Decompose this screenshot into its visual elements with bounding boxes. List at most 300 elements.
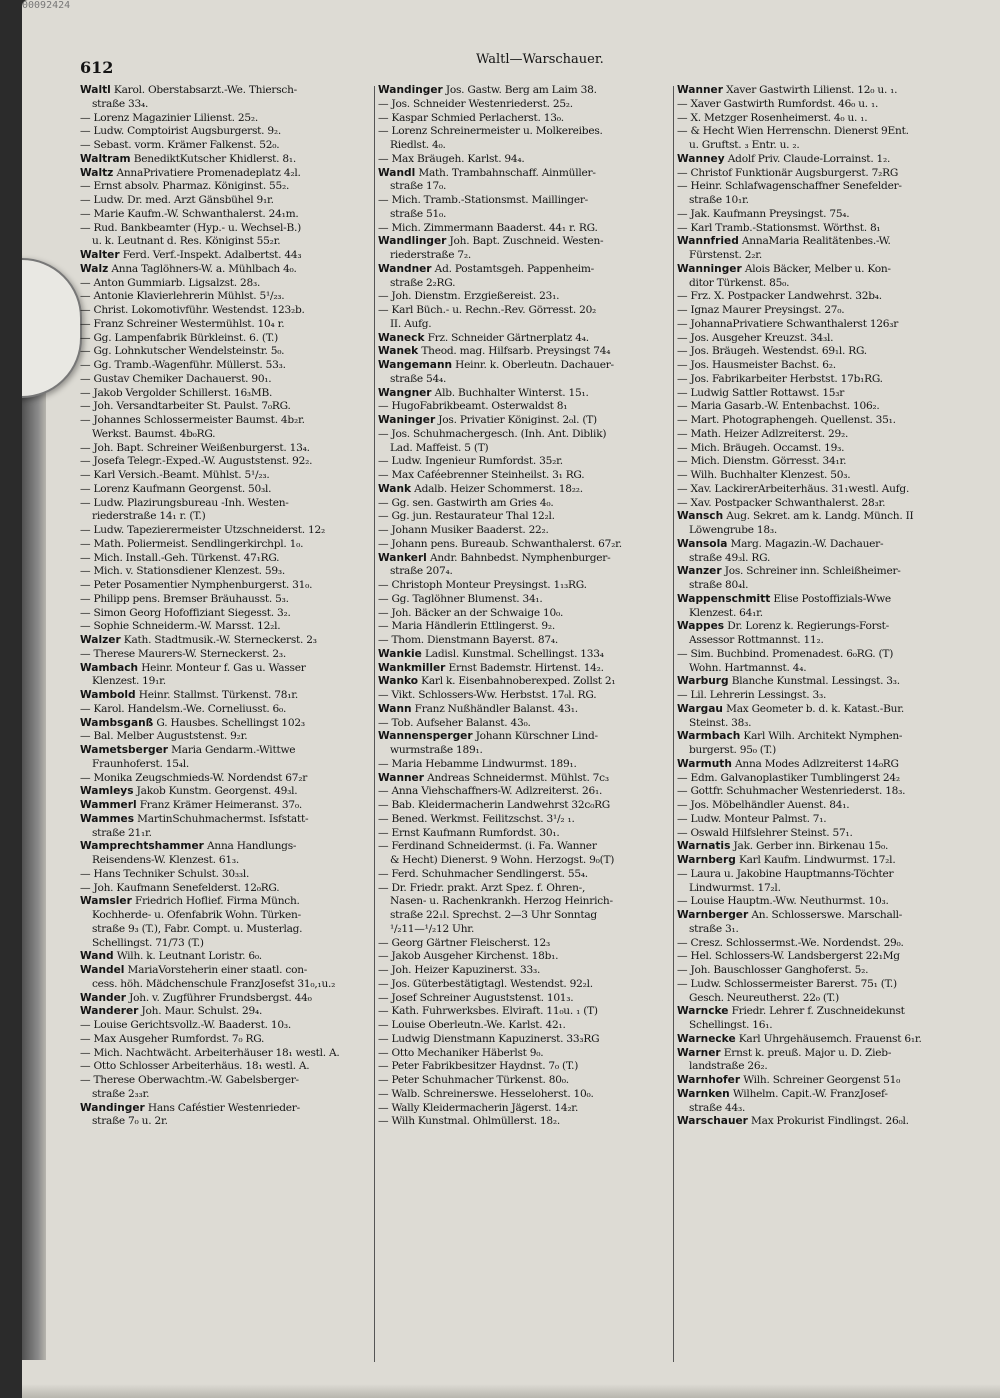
directory-entry	[677, 1074, 969, 1088]
directory-entry	[677, 758, 969, 772]
directory-subentry	[80, 868, 372, 882]
directory-subentry	[677, 373, 969, 387]
entry-text: Karl Uhrgehäusemch. Frauenst 6₁r.	[738, 1032, 922, 1045]
entry-text: — Ludw. Tapezierermeister Utzschneiderst. 12₂	[80, 524, 325, 536]
entry-continuation	[677, 882, 969, 896]
directory-subentry	[677, 799, 969, 813]
entry-text: — Marie Kaufm.-W. Schwanthalerst. 24₁m.	[80, 207, 299, 220]
entry-text: Wohn. Hartmannst. 4₄.	[689, 661, 807, 674]
entry-text: — Johannes Schlossermeister Baumst. 4b₂r.	[80, 414, 305, 426]
entry-text: Ernst Bademstr. Hirtenst. 14₂.	[448, 661, 604, 674]
directory-subentry	[677, 455, 969, 469]
entry-continuation	[378, 249, 670, 263]
entry-text: — Math. Heizer Adlzreiterst. 29₂.	[677, 427, 849, 440]
entry-text: Jos. Gastw. Berg am Laim 38.	[445, 84, 597, 96]
surname-heading: Wanzer	[677, 565, 722, 578]
column-rule	[673, 86, 674, 1362]
directory-subentry	[80, 1047, 372, 1061]
entry-text: — Max Ausgeher Rumfordst. 7₀ RG.	[80, 1032, 265, 1045]
surname-heading: Wandner	[378, 262, 432, 275]
entry-text: — Jos. Güterbestätigtagl. Westendst. 92₂l.	[378, 977, 593, 990]
directory-entry	[677, 703, 969, 717]
directory-subentry	[378, 455, 670, 469]
directory-entry	[677, 854, 969, 868]
entry-text: Hans Caféstier Westenrieder-	[147, 1101, 300, 1114]
entry-text: — Christ. Lokomotivführ. Westendst. 123₂b.	[80, 304, 305, 316]
directory-subentry	[80, 277, 372, 291]
directory-subentry	[677, 180, 969, 194]
entry-text: — Jos. Schuhmachergesch. (Inh. Ant. Diblik)	[378, 427, 607, 440]
entry-text: — JohannaPrivatiere Schwanthalerst 126₃r	[677, 317, 899, 330]
entry-text: straße 9₃ (T.), Fabr. Compt. u. Musterlag.	[92, 922, 303, 935]
directory-entry	[378, 730, 670, 744]
entry-text: Karl Wilh. Architekt Nymphen-	[743, 730, 903, 743]
entry-text: — Louise Oberleutn.-We. Karlst. 42₁.	[378, 1019, 566, 1031]
entry-text: — Gg. Taglöhner Blumenst. 34₁.	[378, 592, 543, 605]
entry-text: straße 3₁.	[689, 922, 739, 935]
entry-continuation	[80, 909, 372, 923]
entry-continuation	[378, 180, 670, 194]
directory-entry	[677, 675, 969, 689]
directory-entry	[378, 414, 670, 428]
surname-heading: Wander	[80, 991, 126, 1004]
entry-text: — Ferd. Schuhmacher Sendlingerst. 55₄.	[378, 867, 588, 880]
entry-continuation	[677, 249, 969, 263]
directory-subentry	[677, 167, 969, 181]
entry-text: — Bab. Kleidermacherin Landwehrst 32c₀RG	[378, 799, 611, 811]
directory-entry	[378, 332, 670, 346]
directory-subentry	[677, 483, 969, 497]
column-rule	[374, 86, 375, 1362]
entry-text: — Georg Gärtner Fleischerst. 12₃	[378, 936, 550, 949]
entry-text: Schellingst. 16₁.	[689, 1019, 773, 1031]
directory-subentry	[80, 332, 372, 346]
directory-subentry	[677, 895, 969, 909]
entry-text: landstraße 26₂.	[689, 1060, 768, 1073]
directory-subentry	[378, 1033, 670, 1047]
entry-text: straße 21₁r.	[92, 826, 152, 839]
entry-continuation	[80, 978, 372, 992]
directory-entry	[80, 1005, 372, 1019]
directory-column-1	[80, 84, 372, 1384]
entry-text: — Wally Kleidermacherin Jägerst. 14₂r.	[378, 1101, 579, 1114]
entry-text: — Gg. sen. Gastwirth am Gries 4₀.	[378, 496, 554, 509]
directory-subentry	[378, 1060, 670, 1074]
surname-heading: Warncke	[677, 1005, 729, 1018]
directory-subentry	[677, 978, 969, 992]
directory-subentry	[80, 524, 372, 538]
directory-subentry	[677, 813, 969, 827]
directory-subentry	[378, 1019, 670, 1033]
entry-text: — Josef Schreiner Auguststenst. 101₃.	[378, 991, 574, 1004]
directory-subentry	[80, 620, 372, 634]
entry-text: — Edm. Galvanoplastiker Tumblingerst 24₂	[677, 771, 900, 784]
directory-entry	[80, 84, 372, 98]
directory-subentry	[677, 868, 969, 882]
directory-entry	[677, 538, 969, 552]
directory-entry	[378, 235, 670, 249]
entry-text: — Wilh. Buchhalter Klenzest. 50₃.	[677, 469, 851, 481]
entry-text: Kochherde- u. Ofenfabrik Wohn. Türken-	[92, 909, 301, 921]
entry-text: Marg. Magazin.-W. Dachauer-	[730, 537, 884, 550]
surname-heading: Wansola	[677, 537, 728, 550]
entry-text: AnnaMaria Realitätenbes.-W.	[741, 235, 891, 248]
entry-text: — Therese Maurers-W. Sterneckerst. 2₃.	[80, 647, 287, 660]
entry-text: Ladisl. Kunstmal. Schellingst. 133₄	[424, 647, 604, 660]
surname-heading: Wanninger	[677, 262, 742, 275]
directory-entry	[378, 483, 670, 497]
entry-continuation	[677, 923, 969, 937]
entry-text: — Joh. Bapt. Schreiner Weißenburgerst. 13₄.	[80, 441, 310, 454]
entry-continuation	[677, 1060, 969, 1074]
entry-continuation	[80, 923, 372, 937]
entry-text: — Math. Poliermeist. Sendlingerkirchpl. 1₀.	[80, 537, 304, 550]
entry-text: Ferd. Verf.-Inspekt. Adalbertst. 44₃	[122, 249, 302, 261]
surname-heading: Wangner	[378, 386, 432, 399]
directory-subentry	[378, 813, 670, 827]
surname-heading: Wammes	[80, 812, 135, 825]
directory-subentry	[80, 730, 372, 744]
entry-continuation	[677, 607, 969, 621]
entry-continuation	[378, 923, 670, 937]
surname-heading: Wamprechtshammer	[80, 840, 204, 853]
directory-subentry	[378, 290, 670, 304]
entry-continuation	[80, 675, 372, 689]
entry-text: — Joh. Kaufmann Senefelderst. 12₀RG.	[80, 881, 280, 894]
directory-entry	[80, 992, 372, 1006]
entry-continuation	[80, 1088, 372, 1102]
directory-subentry	[80, 469, 372, 483]
entry-text: — Kaspar Schmied Perlacherst. 13₀.	[378, 111, 564, 124]
surname-heading: Wandlinger	[378, 235, 447, 248]
directory-subentry	[378, 964, 670, 978]
entry-continuation	[677, 992, 969, 1006]
entry-continuation	[80, 827, 372, 841]
entry-text: straße 80₄l.	[689, 579, 749, 591]
directory-subentry	[677, 950, 969, 964]
entry-text: Jak. Gerber inn. Birkenau 15₀.	[733, 840, 889, 853]
running-head: Waltl—Warschauer.	[476, 52, 604, 67]
entry-text: — Antonie Klavierlehrerin Mühlst. 5¹/₂₃.	[80, 290, 285, 303]
surname-heading: Wansch	[677, 510, 724, 523]
entry-text: — Christoph Monteur Preysingst. 1₁₃RG.	[378, 579, 587, 591]
entry-text: — Lil. Lehrerin Lessingst. 3₃.	[677, 689, 827, 701]
directory-subentry	[80, 1060, 372, 1074]
directory-subentry	[378, 593, 670, 607]
entry-text: straße 207₄.	[390, 565, 453, 578]
entry-text: — Peter Schuhmacher Türkenst. 80₀.	[378, 1074, 569, 1086]
entry-text: G. Hausbes. Schellingst 102₃	[156, 716, 305, 729]
entry-text: Fraunhoferst. 15₄l.	[92, 757, 189, 770]
directory-entry	[378, 552, 670, 566]
entry-text: Math. Trambahnschaff. Ainmüller-	[418, 166, 596, 179]
entry-text: ditor Türkenst. 85₀.	[689, 276, 790, 289]
entry-text: — Ludw. Dr. med. Arzt Gänsbühel 9₁r.	[80, 194, 274, 206]
directory-subentry	[80, 222, 372, 236]
entry-text: riederstraße 7₂.	[390, 249, 471, 261]
entry-text: — Otto Mechaniker Häberlst 9₀.	[378, 1046, 544, 1059]
directory-subentry	[80, 455, 372, 469]
entry-text: Joh. v. Zugführer Frundsbergst. 44₀	[129, 991, 312, 1004]
entry-text: — Mich. Zimmermann Baaderst. 44₁ r. RG.	[378, 221, 598, 234]
entry-text: — Ludwig Dienstmann Kapuzinerst. 33₃RG	[378, 1032, 600, 1045]
entry-text: u. Gruftst. ₃ Entr. u. ₂.	[689, 139, 800, 151]
entry-text: Friedr. Lehrer f. Zuschneidekunst	[731, 1005, 905, 1018]
entry-text: Anna Handlungs-	[206, 840, 297, 853]
directory-subentry	[80, 648, 372, 662]
directory-subentry	[677, 290, 969, 304]
entry-text: — Gg. Tramb.-Wagenführ. Müllerst. 53₃.	[80, 359, 286, 371]
entry-text: — Joh. Heizer Kapuzinerst. 33₃.	[378, 964, 541, 976]
directory-entry	[80, 662, 372, 676]
entry-text: & Hecht) Dienerst. 9 Wohn. Herzogst. 9₀(T)	[390, 854, 615, 866]
surname-heading: Wandinger	[80, 1101, 145, 1114]
entry-continuation	[80, 98, 372, 112]
entry-text: straße 2₃₃r.	[92, 1087, 150, 1100]
surname-heading: Waltram	[80, 152, 131, 165]
surname-heading: Waltz	[80, 166, 114, 179]
entry-continuation	[677, 1102, 969, 1116]
surname-heading: Wandl	[378, 166, 416, 179]
entry-text: — Mich. Bräugeh. Occamst. 19₃.	[677, 441, 845, 454]
directory-subentry	[677, 772, 969, 786]
directory-column-3	[677, 84, 969, 1384]
directory-subentry	[80, 1074, 372, 1088]
entry-continuation	[378, 318, 670, 332]
surname-heading: Wann	[378, 702, 412, 715]
entry-continuation	[378, 744, 670, 758]
directory-entry	[80, 153, 372, 167]
directory-subentry	[80, 400, 372, 414]
surname-heading: Wappes	[677, 620, 725, 633]
directory-subentry	[378, 1088, 670, 1102]
directory-subentry	[378, 524, 670, 538]
entry-continuation	[677, 717, 969, 731]
entry-continuation	[80, 1115, 372, 1129]
entry-text: Jos. Privatier Königinst. 2₀l. (T)	[438, 414, 597, 426]
entry-text: — Louise Gerichtsvollz.-W. Baaderst. 10₃.	[80, 1019, 291, 1031]
entry-text: Franz Krämer Heimeranst. 37₀.	[139, 799, 302, 811]
entry-text: Aug. Sekret. am k. Landg. Münch. II	[726, 510, 914, 523]
entry-continuation	[378, 373, 670, 387]
directory-subentry	[378, 125, 670, 139]
entry-text: straße 49₃l. RG.	[689, 551, 771, 564]
entry-text: — Peter Posamentier Nymphenburgerst. 31₀.	[80, 579, 313, 591]
directory-subentry	[378, 194, 670, 208]
entry-continuation	[677, 277, 969, 291]
entry-text: Andreas Schneidermst. Mühlst. 7c₃	[427, 771, 609, 784]
entry-text: Franz Nußhändler Balanst. 43₁.	[414, 702, 578, 715]
entry-continuation	[80, 235, 372, 249]
directory-subentry	[80, 1019, 372, 1033]
directory-entry	[80, 744, 372, 758]
surname-heading: Wanderer	[80, 1005, 139, 1018]
entry-text: Adalb. Heizer Schommerst. 18₂₂.	[414, 482, 583, 495]
directory-subentry	[378, 1102, 670, 1116]
directory-subentry	[378, 634, 670, 648]
entry-text: — Max Bräugeh. Karlst. 94₄.	[378, 152, 525, 165]
entry-continuation	[677, 744, 969, 758]
entry-continuation	[80, 937, 372, 951]
entry-text: — Cresz. Schlossermst.-We. Nordendst. 29₀.	[677, 936, 904, 949]
entry-text: straße 7₀ u. 2r.	[92, 1115, 168, 1128]
entry-text: straße 33₄.	[92, 97, 149, 110]
entry-text: Assessor Rottmannst. 11₂.	[689, 634, 824, 646]
entry-text: — & Hecht Wien Herrenschn. Dienerst 9Ent.	[677, 125, 909, 138]
directory-subentry	[677, 345, 969, 359]
entry-text: — Ludw. Monteur Palmst. 7₁.	[677, 812, 827, 825]
directory-subentry	[80, 304, 372, 318]
entry-text: Elise Postoffizials-Wwe	[773, 592, 891, 605]
entry-text: riederstraße 14₁ r. (T.)	[92, 510, 206, 523]
directory-entry	[80, 895, 372, 909]
entry-text: — Otto Schlosser Arbeiterhäus. 18₁ westl. A.	[80, 1060, 310, 1073]
surname-heading: Wanney	[677, 152, 725, 165]
entry-text: Heinr. k. Oberleutn. Dachauer-	[455, 359, 614, 371]
entry-text: Alois Bäcker, Melber u. Kon-	[744, 262, 891, 275]
entry-text: — Max Caféebrenner Steinheilst. 3₁ RG.	[378, 469, 585, 481]
entry-text: — Ernst absolv. Pharmaz. Königinst. 55₂.	[80, 180, 290, 193]
entry-text: — Ludw. Schlossermeister Barerst. 75₁ (T.)	[677, 977, 897, 990]
entry-text: — Jos. Hausmeister Bachst. 6₂.	[677, 359, 836, 371]
directory-subentry	[677, 112, 969, 126]
directory-entry	[378, 648, 670, 662]
directory-subentry	[378, 469, 670, 483]
directory-subentry	[80, 180, 372, 194]
surname-heading: Warner	[677, 1046, 721, 1059]
entry-text: — Ludw. Comptoirist Augsburgerst. 9₂.	[80, 125, 282, 138]
surname-heading: Wank	[378, 482, 412, 495]
directory-subentry	[677, 414, 969, 428]
directory-subentry	[378, 840, 670, 854]
entry-text: straße 51₀.	[390, 207, 447, 220]
directory-entry	[677, 730, 969, 744]
surname-heading: Warmuth	[677, 757, 732, 770]
directory-entry	[378, 675, 670, 689]
surname-heading: Wankerl	[378, 551, 427, 564]
entry-text: Jakob Kunstm. Georgenst. 49₃l.	[136, 785, 298, 798]
directory-subentry	[80, 483, 372, 497]
directory-subentry	[80, 139, 372, 153]
entry-text: — Walb. Schreinerswe. Hesseloherst. 10₀.	[378, 1087, 594, 1100]
directory-subentry	[677, 428, 969, 442]
directory-subentry	[677, 400, 969, 414]
entry-text: — Maria Händlerin Ettlingerst. 9₂.	[378, 620, 555, 633]
directory-subentry	[80, 607, 372, 621]
surname-heading: Wambsganß	[80, 716, 154, 729]
entry-continuation	[677, 139, 969, 153]
directory-entry	[677, 1088, 969, 1102]
entry-text: — Jos. Fabrikarbeiter Herbstst. 17b₁RG.	[677, 372, 883, 385]
directory-entry	[378, 359, 670, 373]
directory-subentry	[80, 125, 372, 139]
directory-subentry	[378, 882, 670, 896]
entry-text: straße 22₁l. Sprechst. 2—3 Uhr Sonntag	[390, 909, 597, 921]
directory-subentry	[80, 882, 372, 896]
entry-text: — Simon Georg Hofoffiziant Siegesst. 3₂.	[80, 606, 291, 619]
directory-subentry	[378, 868, 670, 882]
surname-heading: Warnecke	[677, 1032, 736, 1045]
directory-entry	[378, 703, 670, 717]
directory-entry	[378, 345, 670, 359]
directory-entry	[378, 387, 670, 401]
entry-text: — Gg. Lampenfabrik Bürkleinst. 6. (T.)	[80, 331, 278, 344]
directory-subentry	[378, 579, 670, 593]
entry-text: II. Aufg.	[390, 317, 432, 330]
surname-heading: Wandel	[80, 964, 125, 976]
entry-text: Karl k. Eisenbahnoberexped. Zollst 2₁	[421, 675, 616, 688]
surname-heading: Wanner	[378, 771, 424, 784]
directory-subentry	[378, 222, 670, 236]
entry-text: — Mich. Tramb.-Stationsmst. Maillinger-	[378, 194, 588, 206]
directory-subentry	[80, 442, 372, 456]
directory-subentry	[677, 964, 969, 978]
directory-subentry	[80, 1033, 372, 1047]
entry-continuation	[378, 895, 670, 909]
directory-entry	[677, 1033, 969, 1047]
directory-entry	[80, 950, 372, 964]
entry-text: Ad. Postamtsgeh. Pappenheim-	[434, 262, 595, 275]
surname-heading: Warnberg	[677, 854, 736, 866]
entry-text: Gesch. Neureutherst. 22₀ (T.)	[689, 991, 840, 1004]
entry-text: — Karl Tramb.-Stationsmst. Wörthst. 8₁	[677, 221, 881, 234]
surname-heading: Walzer	[80, 634, 121, 646]
entry-text: — Hel. Schlossers-W. Landsbergerst 22₁Mg	[677, 950, 900, 963]
entry-text: Blanche Kunstmal. Lessingst. 3₃.	[731, 675, 900, 688]
surname-heading: Wanner	[677, 84, 723, 96]
entry-text: Andr. Bahnbedst. Nymphenburger-	[429, 551, 611, 564]
entry-text: — Mich. Dienstm. Görresst. 34₁r.	[677, 455, 847, 468]
directory-entry	[677, 840, 969, 854]
directory-subentry	[378, 153, 670, 167]
surname-heading: Wammerl	[80, 799, 137, 811]
directory-entry	[80, 813, 372, 827]
surname-heading: Warnken	[677, 1087, 730, 1100]
entry-text: — Gg. jun. Restaurateur Thal 12₂l.	[378, 510, 555, 523]
directory-subentry	[677, 497, 969, 511]
entry-continuation	[677, 579, 969, 593]
directory-subentry	[80, 387, 372, 401]
directory-entry	[677, 909, 969, 923]
entry-text: — Thom. Dienstmann Bayerst. 87₄.	[378, 634, 558, 646]
directory-subentry	[378, 1074, 670, 1088]
entry-continuation	[677, 1019, 969, 1033]
page-number: 612	[80, 58, 114, 77]
entry-text: — Gottfr. Schuhmacher Westenriederst. 18₃.	[677, 785, 906, 798]
entry-text: — Jos. Ausgeher Kreuzst. 34₃l.	[677, 331, 834, 344]
entry-text: — Wilh Kunstmal. Ohlmüllerst. 18₂.	[378, 1115, 561, 1128]
directory-subentry	[378, 978, 670, 992]
entry-text: Alb. Buchhalter Winterst. 15₁.	[434, 386, 589, 399]
entry-text: — Frz. X. Postpacker Landwehrst. 32b₄.	[677, 290, 882, 303]
entry-text: — Bal. Melber Auguststenst. 9₂r.	[80, 730, 248, 743]
entry-text: Lindwurmst. 17₂l.	[689, 881, 781, 894]
entry-text: — Louise Hauptm.-Ww. Neuthurmst. 10₃.	[677, 895, 889, 908]
directory-entry	[80, 263, 372, 277]
surname-heading: Warnberger	[677, 909, 749, 921]
directory-subentry	[378, 1115, 670, 1129]
entry-continuation	[677, 524, 969, 538]
binder-ring-hole	[22, 258, 82, 398]
entry-text: Ernst k. preuß. Major u. D. Zieb-	[723, 1046, 892, 1059]
entry-text: — Jakob Vergolder Schillerst. 16₃MB.	[80, 386, 273, 399]
entry-continuation	[80, 428, 372, 442]
entry-text: — Anton Gummiarb. Ligsalzst. 28₃.	[80, 276, 261, 289]
directory-entry	[378, 662, 670, 676]
directory-subentry	[378, 1047, 670, 1061]
entry-text: straße 44₃.	[689, 1101, 746, 1114]
entry-text: Xaver Gastwirth Lilienst. 12₀ u. ₁.	[726, 84, 898, 96]
